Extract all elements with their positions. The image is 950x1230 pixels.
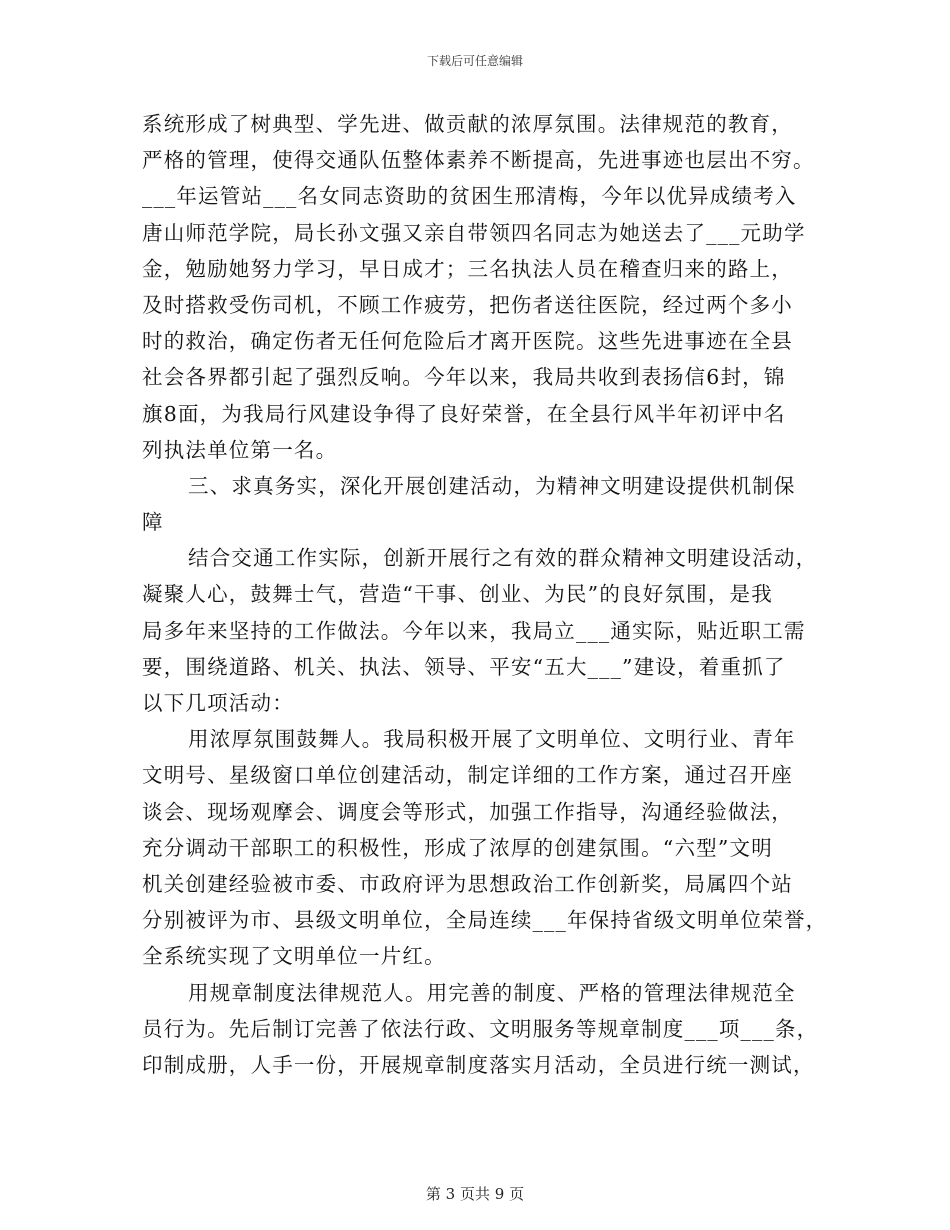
text-line: 系统形成了树典型、学先进、做贡献的浓厚氛围。法律规范的教育，: [142, 112, 793, 136]
text-line: 列执法单位第一名。: [142, 437, 338, 462]
text-line: 障: [142, 510, 164, 535]
text-line: 充分调动干部职工的积极性，形成了浓厚的创建氛围。“六型”文明: [142, 835, 773, 860]
text-line: 唐山师范学院，局长孙文强又亲自带领四名同志为她送去了___元助学: [142, 220, 806, 245]
text-line: 严格的管理，使得交通队伍整体素养不断提高，先进事迹也层出不穷。: [142, 148, 815, 173]
text-line: 旗8面，为我局行风建设争得了良好荣誉，在全县行风半年初评中名: [142, 401, 786, 426]
text-line: 机关创建经验被市委、市政府评为思想政治工作创新奖，局属四个站: [142, 871, 793, 896]
document-body: [142, 106, 828, 1083]
text-line: 凝聚人心，鼓舞士气，营造“干事、创业、为民”的良好氛围，是我: [142, 582, 773, 607]
text-line: 及时搭救受伤司机，不顾工作疲劳，把伤者送往医院，经过两个多小: [142, 292, 793, 317]
text-line: 全系统实现了文明单位一片红。: [142, 944, 446, 969]
text-line: 时的救治，确定伤者无任何危险后才离开医院。这些先进事迹在全县: [142, 329, 793, 354]
text-line: 社会各界都引起了强烈反响。今年以来，我局共收到表扬信6封，锦: [142, 365, 786, 390]
text-line: 印制成册，人手一份，开展规章制度落实月活动，全员进行统一测试，: [142, 1052, 815, 1077]
text-line: 要，围绕道路、机关、执法、领导、平安“五大___”建设，着重抓了: [142, 654, 786, 679]
text-line: 员行为。先后制订完善了依法行政、文明服务等规章制度___项___条，: [142, 1016, 819, 1041]
text-line: 三、求真务实，深化开展创建活动，为精神文明建设提供机制保: [188, 473, 796, 498]
text-line: 用规章制度法律规范人。用完善的制度、严格的管理法律规范全: [188, 980, 796, 1005]
text-line: 金，勉励她努力学习，早日成才；三名执法人员在稽查归来的路上，: [142, 256, 793, 281]
text-line: 用浓厚氛围鼓舞人。我局积极开展了文明单位、文明行业、青年: [188, 727, 796, 752]
text-line: 文明号、星级窗口单位创建活动，制定详细的工作方案，通过召开座: [142, 763, 793, 788]
text-line: ___年运管站___名女同志资助的贫困生邢清梅，今年以优异成绩考入: [142, 184, 797, 209]
text-line: 谈会、现场观摩会、调度会等形式，加强工作指导，沟通经验做法，: [142, 799, 793, 824]
text-line: 局多年来坚持的工作做法。今年以来，我局立___通实际，贴近职工需: [142, 618, 806, 643]
text-line: 分别被评为市、县级文明单位，全局连续___年保持省级文明单位荣誉，: [142, 908, 828, 933]
page-footer-number: 第 3 页共 9 页: [425, 1185, 525, 1203]
text-line: 结合交通工作实际，创新开展行之有效的群众精神文明建设活动，: [188, 546, 818, 571]
page-header-note: 下载后可任意编辑: [426, 54, 523, 68]
text-line: 以下几项活动：: [142, 691, 294, 715]
